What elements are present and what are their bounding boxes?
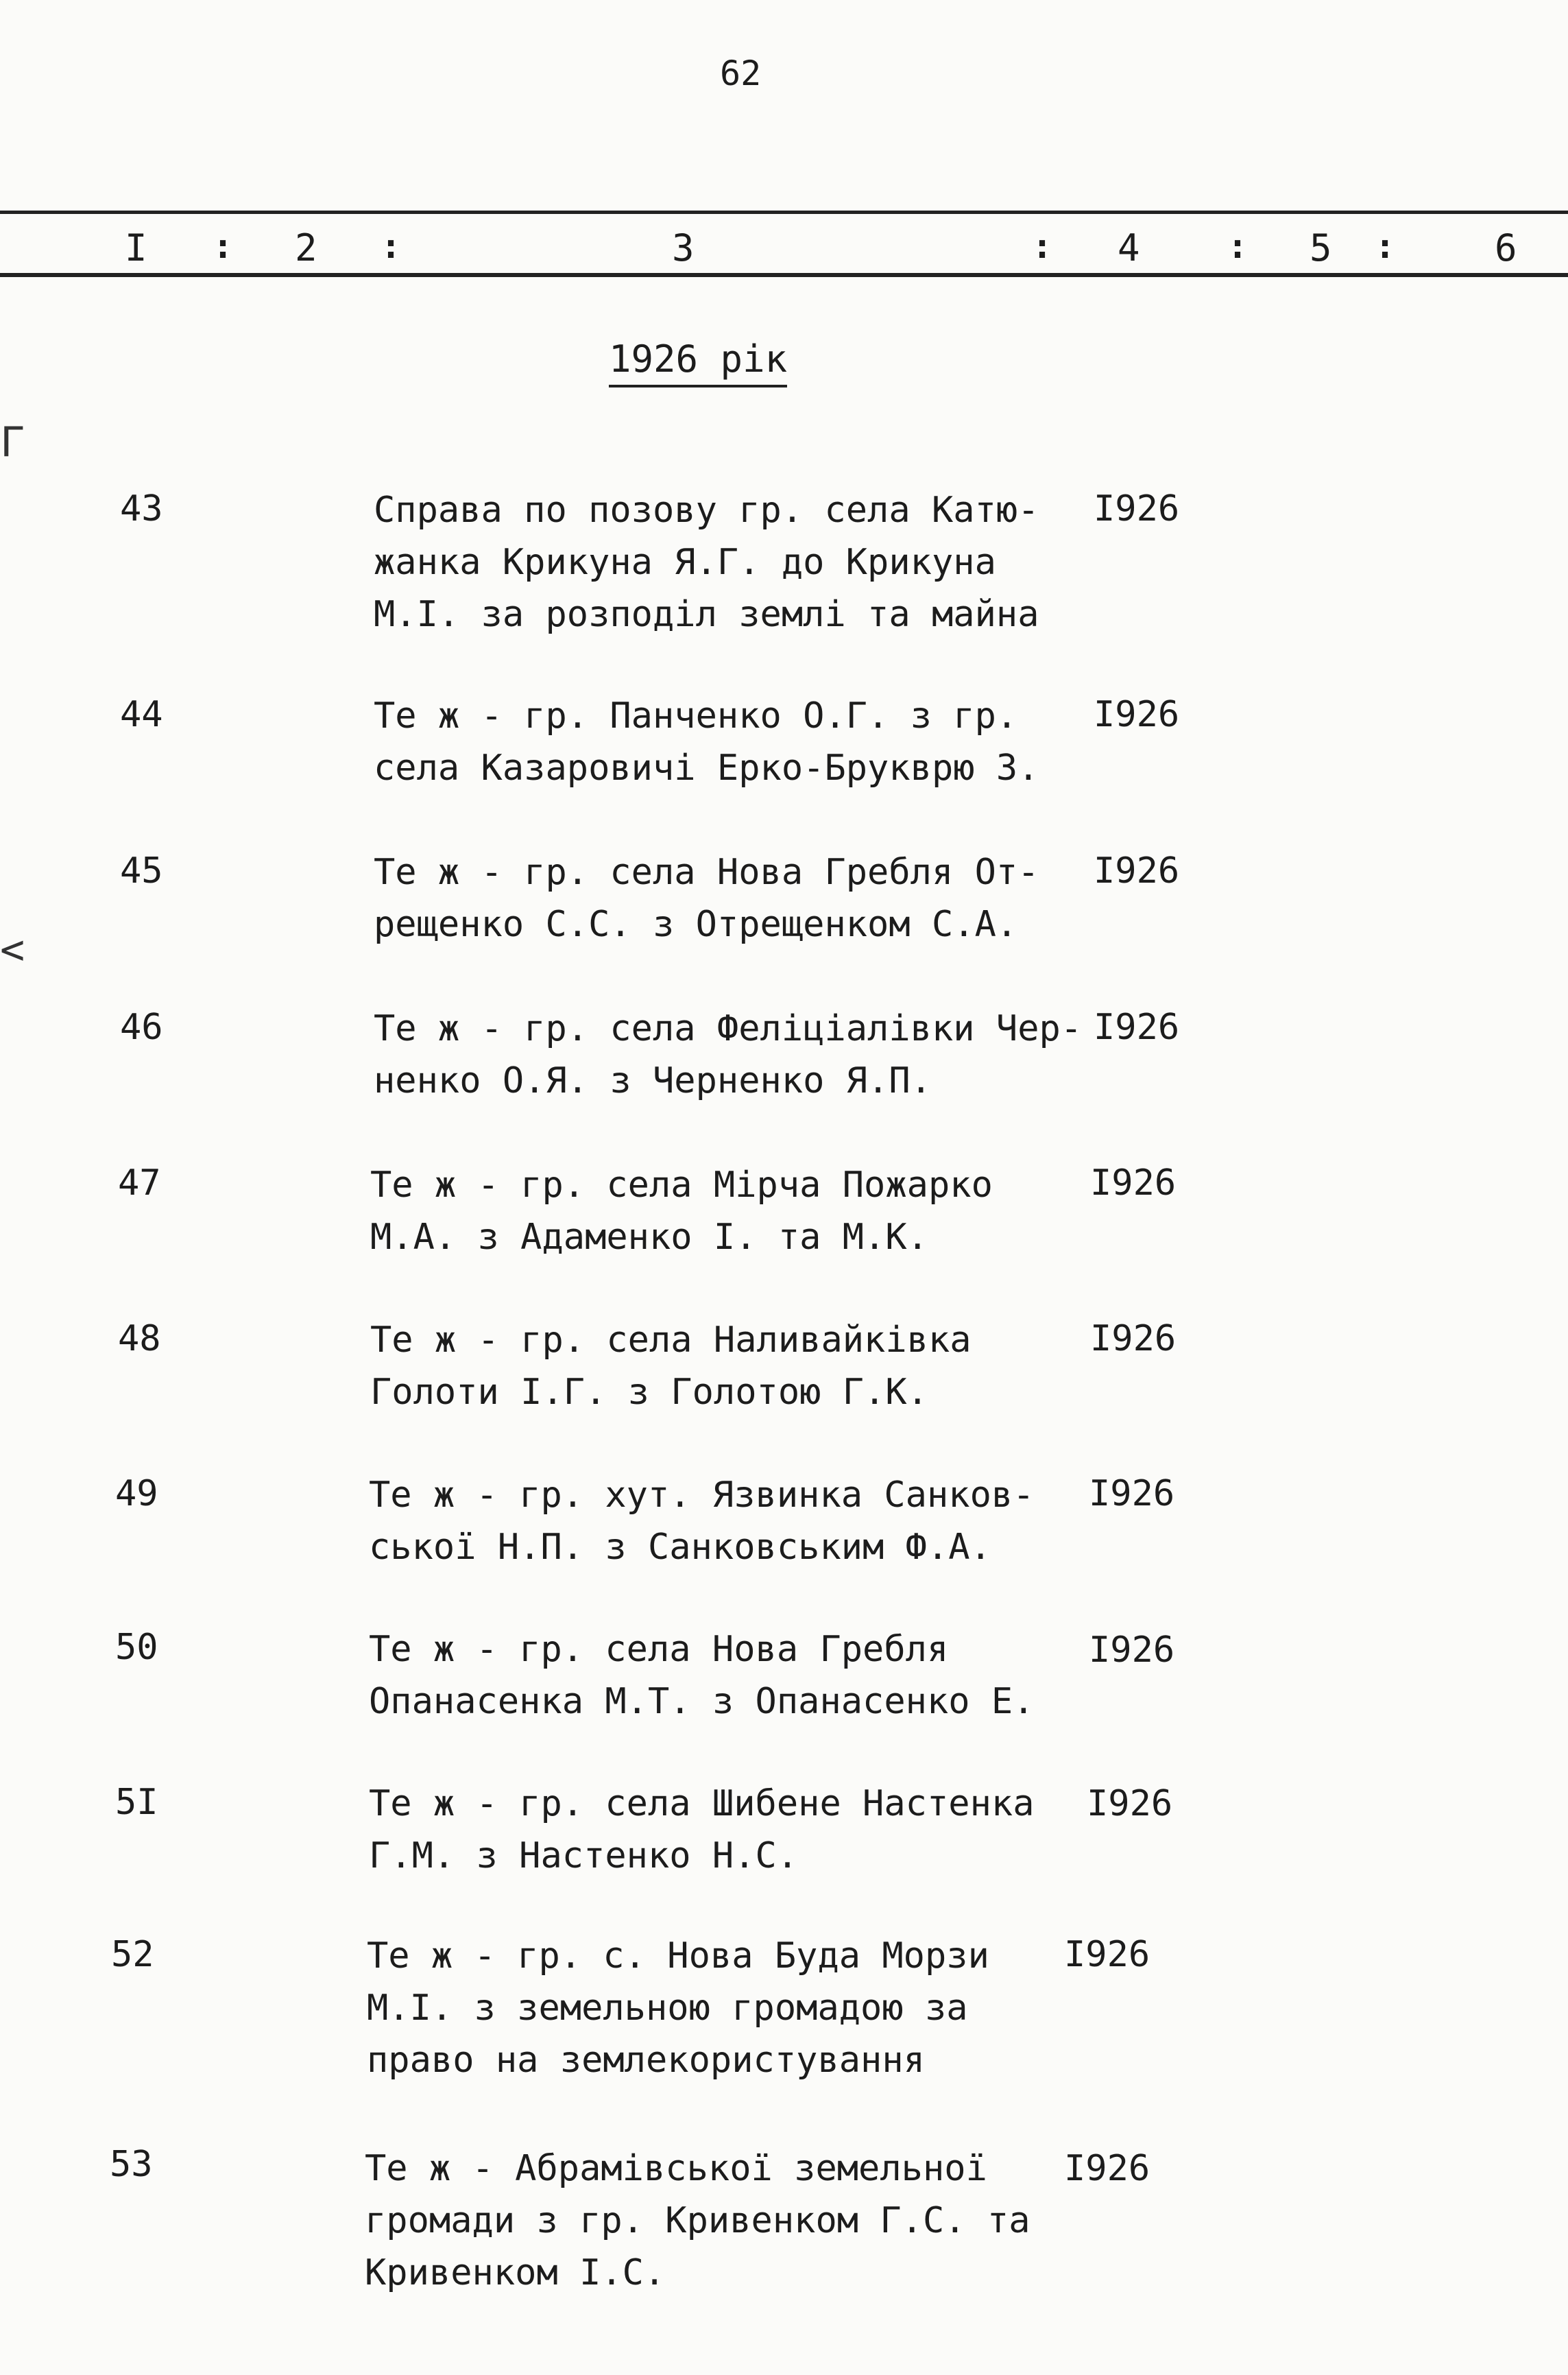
column-header-3: 3	[672, 226, 695, 270]
row-description	[374, 690, 1039, 794]
row-line: жанка Крикуна Я.Г. до Крикуна	[374, 542, 996, 583]
row-line: Те ж - гр. села Феліціалівки Чер-	[374, 1008, 1083, 1049]
row-line: Кривенком І.С.	[365, 2252, 666, 2293]
row-line: М.І. з земельною громадою за	[367, 1988, 968, 2029]
row-number: 48	[118, 1318, 161, 1359]
row-number: 50	[115, 1627, 158, 1668]
row-line: Те ж - гр. хут. Язвинка Санков-	[369, 1475, 1035, 1516]
row-line: Те ж - гр. Панченко О.Г. з гр.	[374, 695, 1018, 737]
row-line: Те ж - Абрамівської земельної	[365, 2148, 987, 2189]
row-line: Голоти І.Г. з Голотою Г.К.	[370, 1372, 928, 1413]
row-year: I926	[1089, 1473, 1175, 1514]
row-description	[369, 1469, 1035, 1573]
column-header-1: I	[125, 226, 147, 270]
row-year: I926	[1087, 1783, 1173, 1824]
row-description	[374, 1003, 1082, 1107]
row-line: Опанасенка М.Т. з Опанасенко Е.	[369, 1681, 1035, 1722]
row-number: 43	[120, 488, 163, 529]
header-rule-top	[0, 211, 1568, 214]
row-number: 52	[111, 1934, 154, 1975]
row-number: 5I	[115, 1782, 158, 1823]
row-number: 45	[120, 850, 163, 892]
row-line: Те ж - гр. села Наливайківка	[370, 1320, 972, 1361]
column-header-6: 6	[1495, 226, 1517, 270]
row-number: 49	[115, 1473, 158, 1514]
column-separator: :	[1032, 226, 1053, 266]
row-year: I926	[1094, 488, 1180, 529]
header-rule-bottom	[0, 273, 1568, 277]
row-line: Те ж - гр. с. Нова Буда Морзи	[367, 1935, 989, 1977]
row-line: села Казаровичі Ерко-Брукврю З.	[374, 748, 1039, 789]
row-description	[374, 484, 1039, 641]
section-title: 1926 рік	[609, 337, 787, 387]
row-line: ненко О.Я. з Черненко Я.П.	[374, 1060, 932, 1101]
row-line: ської Н.П. з Санковським Ф.А.	[369, 1527, 991, 1568]
row-line: громади з гр. Кривенком Г.С. та	[365, 2200, 1030, 2241]
row-line: Г.М. з Настенко Н.С.	[369, 1835, 799, 1876]
row-year: I926	[1094, 694, 1180, 735]
row-line: Те ж - гр. села Нова Гребля От-	[374, 852, 1039, 893]
row-description	[369, 1623, 1035, 1728]
row-year: I926	[1090, 1318, 1177, 1359]
row-line: право на землекористування	[367, 2040, 925, 2081]
row-description	[370, 1314, 972, 1418]
margin-mark: <	[0, 926, 25, 974]
column-separator: :	[381, 226, 402, 266]
row-description	[367, 1930, 989, 2086]
column-separator: :	[1227, 226, 1249, 266]
row-number: 44	[120, 694, 163, 735]
column-header-4: 4	[1118, 226, 1140, 270]
column-separator: :	[213, 226, 234, 266]
row-line: рещенко С.С. з Отрещенком С.А.	[374, 904, 1018, 945]
row-line: Те ж - гр. села Шибене Настенка	[369, 1783, 1035, 1824]
column-header-5: 5	[1310, 226, 1332, 270]
page-number: 62	[720, 53, 762, 93]
row-line: Справа по позову гр. села Катю-	[374, 490, 1039, 531]
margin-mark: Г	[0, 418, 25, 466]
row-year: I926	[1064, 1934, 1150, 1975]
row-year: I926	[1064, 2148, 1150, 2189]
row-line: М.І. за розподіл землі та майна	[374, 594, 1039, 635]
column-separator: :	[1375, 226, 1396, 266]
row-description	[369, 1778, 1035, 1882]
row-number: 53	[110, 2144, 153, 2185]
row-line: М.А. з Адаменко І. та М.К.	[370, 1217, 928, 1258]
column-header-2: 2	[295, 226, 317, 270]
row-line: Те ж - гр. села Нова Гребля	[369, 1629, 949, 1670]
row-year: I926	[1090, 1162, 1177, 1204]
row-number: 46	[120, 1007, 163, 1048]
row-year: I926	[1094, 1007, 1180, 1048]
row-description	[374, 846, 1039, 951]
row-number: 47	[118, 1162, 161, 1204]
row-description	[370, 1159, 993, 1263]
row-line: Те ж - гр. села Мірча Пожарко	[370, 1165, 993, 1206]
row-year: I926	[1094, 850, 1180, 892]
row-year: I926	[1089, 1630, 1175, 1671]
row-description	[365, 2143, 1030, 2299]
